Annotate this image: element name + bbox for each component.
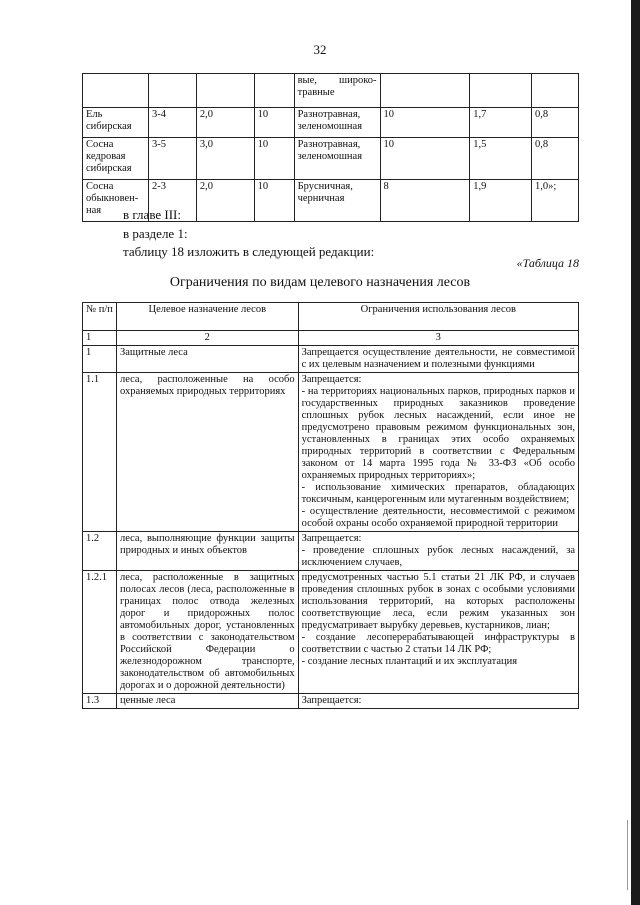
col-number: 3 bbox=[298, 331, 578, 346]
top-table-cell: Разнотравная, зеленомошная bbox=[294, 108, 380, 138]
col-number: 1 bbox=[83, 331, 117, 346]
table-title: Ограничения по видам целевого назначения лесов bbox=[169, 275, 471, 290]
top-table-cell: 2-3 bbox=[148, 180, 196, 222]
top-table-cell: 1,7 bbox=[470, 108, 532, 138]
top-table-cell: 3-4 bbox=[148, 108, 196, 138]
top-table-cell bbox=[380, 74, 470, 108]
top-table-row bbox=[83, 138, 579, 180]
top-table-cell bbox=[532, 74, 579, 108]
top-table-cell: 10 bbox=[380, 138, 470, 180]
top-table-cell: 0,8 bbox=[532, 138, 579, 180]
row-restrictions: Запрещается: - на территориях национальных парков, природных парков и государственных природных заказников проведение сплошных рубок лесных насаждений, если иное не предусмотрено правовым режимом функциональных зон, установленных в границах этих особо охраняемых природных территорий в соответствии с Федеральным законом от 14 марта 1995 года № 33-ФЗ «Об особо охраняемых природных территориях»; - использование химических препаратов, обладающих токсичным, канцерогенным или мутагенным воздействием; - осуществление деятельности, несовместимой с режимом особой охраны особо охраняемой природной территории bbox=[298, 373, 578, 532]
top-table-row bbox=[83, 74, 579, 108]
scan-edge-line bbox=[627, 820, 628, 890]
top-table-cell: 3,0 bbox=[196, 138, 254, 180]
top-table-cell: Ель сибирская bbox=[83, 108, 149, 138]
top-table-cell: 1,9 bbox=[470, 180, 532, 222]
top-table-cell: Сосна обыкновен-ная bbox=[83, 180, 149, 222]
row-purpose: леса, расположенные в защитных полосах лесов (леса, расположенные в границах полос отвода железных дорог и придорожных полос автомобильных дорог, установленных в соответствии с законодательством Российской Федерации о железнодорожном транспорте, законодательством об автомобильных дорогах и о дорожной деятельности) bbox=[116, 571, 298, 694]
top-table-cell bbox=[83, 74, 149, 108]
top-table-cell: вые, широко-травные bbox=[294, 74, 380, 108]
row-num: 1.2.1 bbox=[83, 571, 117, 694]
row-purpose: Защитные леса bbox=[116, 346, 298, 373]
top-table-cell: Сосна кедровая сибирская bbox=[83, 138, 149, 180]
table-row bbox=[83, 532, 579, 571]
header-purpose: Целевое назначение лесов bbox=[116, 303, 298, 331]
row-num: 1.1 bbox=[83, 373, 117, 532]
header-num: № п/п bbox=[83, 303, 117, 331]
top-table-cell: 10 bbox=[254, 138, 294, 180]
page-number: 32 bbox=[313, 42, 327, 57]
top-table-cell: 2,0 bbox=[196, 108, 254, 138]
row-restrictions: Запрещается осуществление деятельности, не совместимой с их целевым назначением и полезными функциями bbox=[298, 346, 578, 373]
restrictions-table bbox=[82, 302, 579, 709]
row-purpose: леса, расположенные на особо охраняемых природных территориях bbox=[116, 373, 298, 532]
row-num: 1 bbox=[83, 346, 117, 373]
row-restrictions: предусмотренных частью 5.1 статьи 21 ЛК РФ, и случаев проведения сплошных рубок в зонах с особыми условиями использования территорий, на которых расположены соответствующие леса, если режим указанных зон предусматривает вырубку деревьев, кустарников, лиан; - создание лесоперерабатывающей инфраструктуры в соответствии с частью 2 статьи 14 ЛК РФ; - создание лесных плантаций и их эксплуатация bbox=[298, 571, 578, 694]
row-num: 1.3 bbox=[83, 694, 117, 709]
top-table-cell: 0,8 bbox=[532, 108, 579, 138]
table-row bbox=[83, 373, 579, 532]
text-line-instruction: таблицу 18 изложить в следующей редакции: bbox=[123, 244, 375, 259]
top-table-cell bbox=[254, 74, 294, 108]
top-table-cell: 2,0 bbox=[196, 180, 254, 222]
row-purpose: леса, выполняющие функции защиты природных и иных объектов bbox=[116, 532, 298, 571]
table-row bbox=[83, 346, 579, 373]
row-num: 1.2 bbox=[83, 532, 117, 571]
top-table-cell bbox=[148, 74, 196, 108]
header-restrictions: Ограничения использования лесов bbox=[298, 303, 578, 331]
header-row bbox=[83, 303, 579, 331]
table-row bbox=[83, 571, 579, 694]
top-table-cell: 1,5 bbox=[470, 138, 532, 180]
text-line-chapter: в главе III: bbox=[123, 207, 181, 222]
top-table-cell bbox=[470, 74, 532, 108]
table-caption: «Таблица 18 bbox=[516, 256, 579, 270]
top-table-cell: 10 bbox=[254, 180, 294, 222]
table-row bbox=[83, 694, 579, 709]
scan-edge bbox=[631, 0, 640, 905]
top-table-cell: 3-5 bbox=[148, 138, 196, 180]
row-restrictions: Запрещается: bbox=[298, 694, 578, 709]
top-table-cell: Разнотравная, зеленомошная bbox=[294, 138, 380, 180]
row-purpose: ценные леса bbox=[116, 694, 298, 709]
row-restrictions: Запрещается: - проведение сплошных рубок лесных насаждений, за исключением случаев, bbox=[298, 532, 578, 571]
top-table-cell: 10 bbox=[254, 108, 294, 138]
column-number-row bbox=[83, 331, 579, 346]
top-table-cell bbox=[196, 74, 254, 108]
top-table-cell: 8 bbox=[380, 180, 470, 222]
top-table-row bbox=[83, 108, 579, 138]
text-line-section: в разделе 1: bbox=[123, 226, 188, 241]
top-table-cell: 10 bbox=[380, 108, 470, 138]
top-table bbox=[82, 73, 579, 222]
top-table-cell: 1,0»; bbox=[532, 180, 579, 222]
top-table-cell: Брусничная, черничная bbox=[294, 180, 380, 222]
col-number: 2 bbox=[116, 331, 298, 346]
